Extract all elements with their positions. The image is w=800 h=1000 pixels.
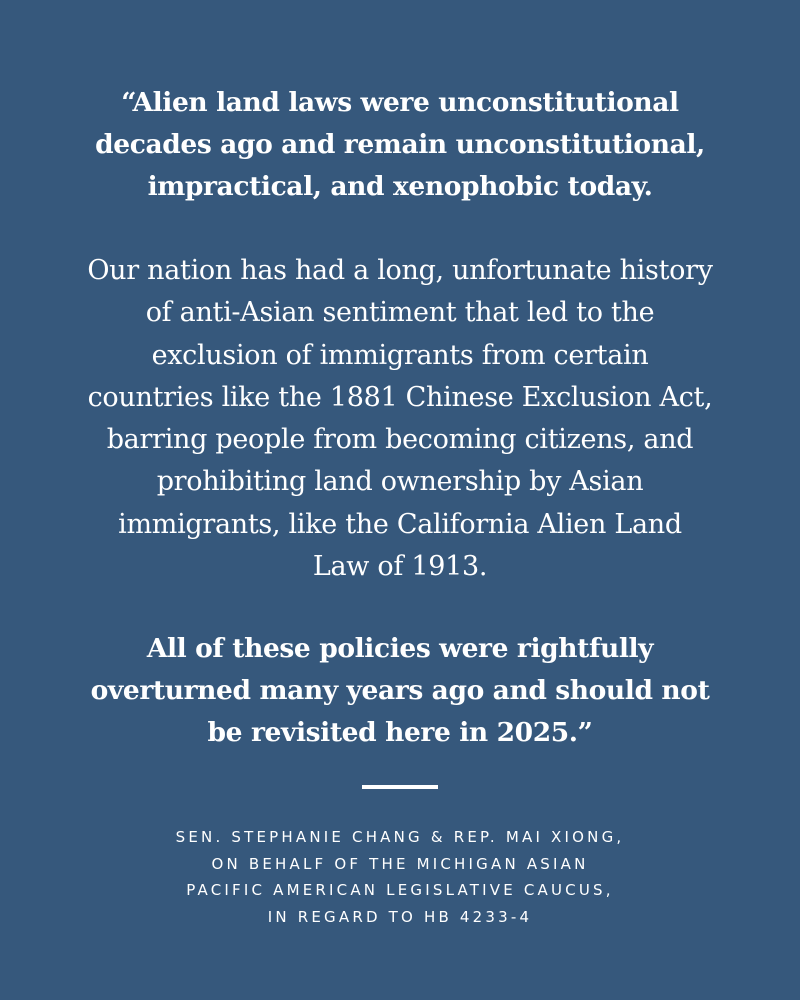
quote-line: impractical, and xenophobic today. bbox=[147, 171, 653, 202]
attribution-block bbox=[40, 824, 760, 930]
quote-line: “Alien land laws were unconstitutional bbox=[121, 87, 679, 118]
quote-line: of anti-Asian sentiment that led to the bbox=[145, 297, 655, 329]
attribution-line: PACIFIC AMERICAN LEGISLATIVE CAUCUS, bbox=[186, 881, 614, 899]
quote-history-paragraph bbox=[60, 250, 740, 588]
quote-line: Our nation has had a long, unfortunate history bbox=[87, 255, 713, 286]
quote-line: be revisited here in 2025.” bbox=[207, 717, 593, 748]
attribution-line: IN REGARD TO HB 4233-4 bbox=[267, 907, 533, 926]
quote-opening-paragraph bbox=[60, 82, 740, 208]
quote-line: barring people from becoming citizens, and bbox=[106, 424, 694, 456]
attribution-line: SEN. STEPHANIE CHANG & REP. MAI XIONG, bbox=[175, 828, 625, 846]
quote-line: immigrants, like the California Alien Land bbox=[118, 508, 682, 540]
quote-line: prohibiting land ownership by Asian bbox=[156, 466, 644, 498]
quote-line: exclusion of immigrants from certain bbox=[151, 339, 649, 371]
quote-line: All of these policies were rightfully bbox=[146, 633, 654, 664]
quote-line: Law of 1913. bbox=[312, 551, 488, 583]
attribution-line: ON BEHALF OF THE MICHIGAN ASIAN bbox=[211, 854, 589, 873]
quote-closing-paragraph bbox=[60, 628, 740, 754]
quote-line: decades ago and remain unconstitutional, bbox=[95, 129, 705, 160]
quote-line: overturned many years ago and should not bbox=[90, 675, 710, 706]
divider-line bbox=[362, 785, 438, 789]
quote-line: countries like the 1881 Chinese Exclusion Act, bbox=[87, 381, 713, 413]
